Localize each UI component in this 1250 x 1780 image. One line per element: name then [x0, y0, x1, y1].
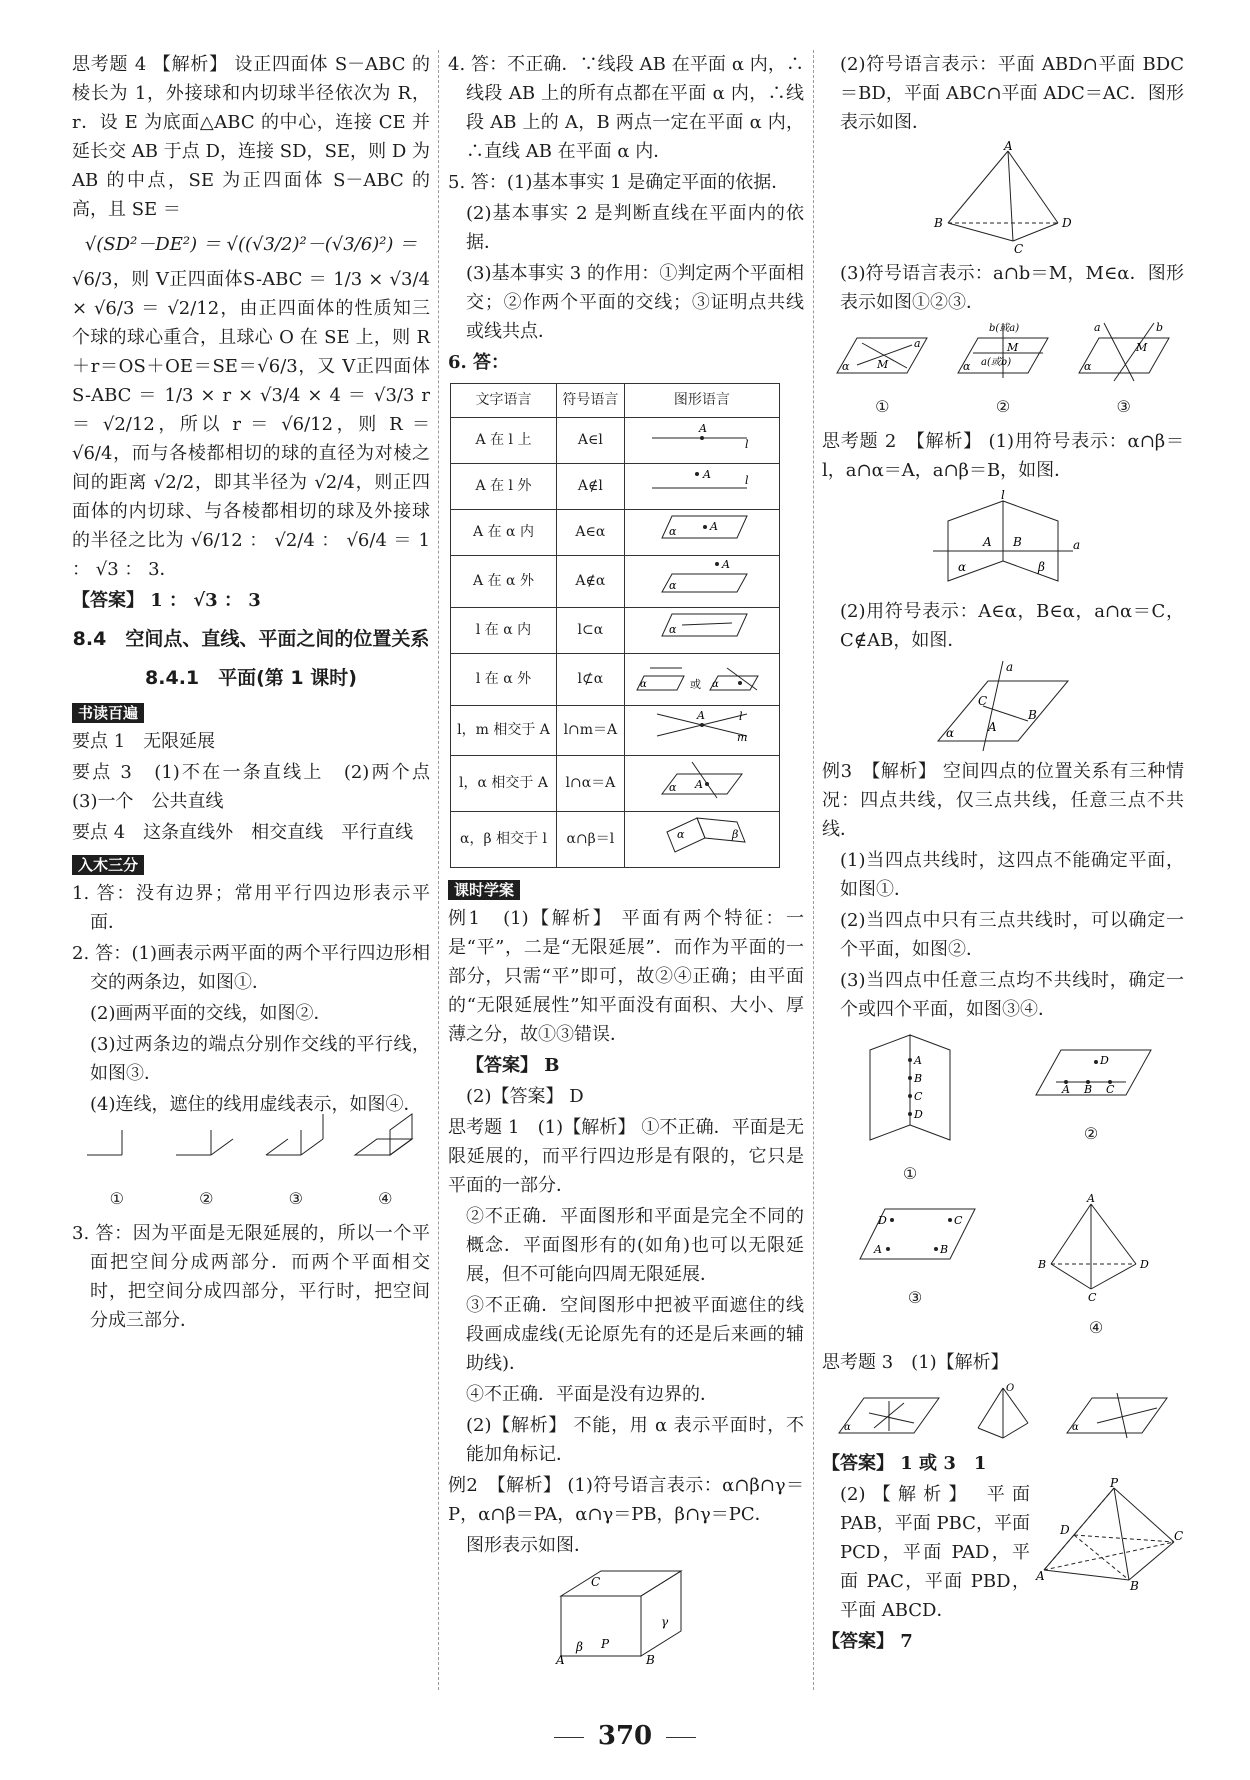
think-1d: ④不正确．平面是没有边界的． [466, 1384, 718, 1405]
tag-deep: 入木三分 [72, 855, 144, 875]
svg-text:α: α [711, 679, 719, 690]
svg-text:m: m [736, 731, 748, 744]
table-cell: l∩α＝A [557, 756, 625, 812]
svg-text:B: B [914, 1072, 923, 1085]
two-lines-meet-above-plane-diagram [1074, 323, 1174, 383]
keypoint-3: 要点 3 (1)不在一条直线上 (2)两个点 (3)一个 公共直线 [72, 762, 448, 812]
table-cell: l∩m＝A [557, 706, 625, 756]
svg-text:l: l [738, 710, 743, 723]
think-3-answer: 【答案】 1 或 3 1 [822, 1453, 987, 1474]
table-cell: l 在 α 外 [451, 654, 557, 706]
line-piercing-plane-diagram [928, 661, 1078, 751]
coplanar-points-diagram [850, 1194, 980, 1274]
figure-caption: ③ [1116, 397, 1131, 416]
svg-text:α: α [639, 679, 647, 690]
svg-text:M: M [877, 358, 889, 371]
table-figure [624, 418, 779, 464]
svg-text:B: B [1028, 708, 1037, 722]
svg-text:A: A [914, 1054, 922, 1067]
table-cell: A∈l [557, 418, 625, 464]
svg-text:α: α [668, 579, 677, 592]
fig-a [832, 323, 932, 421]
answer-5c: (3)基本事实 3 的作用：①判定两个平面相交；②作两个平面的交线；③证明点共线或线共点． [466, 263, 804, 342]
svg-text:A: A [702, 468, 711, 481]
fig-three-collinear [1026, 1030, 1156, 1188]
table-cell: A∉l [557, 464, 625, 510]
answer-3: 3. 答：因为平面是无限延展的，所以一个平面把空间分成两部分．而两个平面相交时，把空间分成四部分，平行时，把空间分成三部分． [72, 1223, 430, 1331]
svg-text:A: A [698, 422, 707, 435]
table-cell: A 在 l 外 [451, 464, 557, 510]
svg-text:l: l [744, 474, 749, 487]
table-cell: l⊄α [557, 654, 625, 706]
svg-text:B: B [1130, 1579, 1139, 1593]
table-cell: α，β 相交于 l [451, 812, 557, 868]
answer-5b: (2)基本事实 2 是判断直线在平面内的依据． [466, 203, 804, 253]
subsection-title: 8.4.1 平面(第 1 课时) [145, 667, 357, 689]
answer-5: 5. 答：(1)基本事实 1 是确定平面的依据． [448, 172, 790, 193]
fig-b [953, 323, 1053, 421]
keypoint-1: 要点 1 无限延展 [72, 731, 216, 752]
svg-text:A: A [988, 720, 997, 734]
table-figure [624, 756, 779, 812]
example-2-part-3: (3)符号语言表示：a∩b＝M，M∈α．图形表示如图①②③． [840, 263, 1184, 313]
step-3-diagram [261, 1125, 331, 1175]
svg-text:D: D [1062, 216, 1072, 230]
svg-text:C: C [978, 694, 988, 708]
svg-text:M: M [1006, 341, 1019, 354]
svg-text:B: B [1013, 535, 1022, 549]
column-2 [448, 50, 804, 1672]
svg-text:a: a [914, 337, 921, 350]
svg-text:b: b [1155, 321, 1163, 334]
svg-text:a: a [1093, 321, 1101, 334]
example-2: 例2 【解析】 (1)符号语言表示：α∩β∩γ＝P，α∩β＝PA，α∩γ＝PB，β∩γ＝PC． [448, 1475, 804, 1525]
example-1-answer: 【答案】 B [466, 1055, 560, 1076]
svg-text:A: A [983, 535, 992, 549]
table-row [451, 464, 780, 510]
fig-four-collinear [850, 1030, 970, 1188]
line-crossing-plane-diagram [953, 323, 1053, 383]
table-cell: l⊂α [557, 608, 625, 654]
svg-text:A: A [721, 558, 730, 571]
notation-table [450, 383, 780, 868]
figure-caption: ② [199, 1189, 214, 1208]
svg-text:P: P [1110, 1476, 1119, 1490]
column-divider [813, 50, 814, 1690]
svg-text:α: α [676, 828, 685, 841]
fig-c [1074, 323, 1174, 421]
think-1: 思考题 1 (1)【解析】 ①不正确．平面是无限延展的，而平行四边形是有限的，它只是平面的一部分． [448, 1117, 804, 1196]
step-1-diagram [82, 1125, 152, 1175]
example-3: 例3 【解析】 空间四点的位置关系有三种情况：四点共线，仅三点共线，任意三点不共线． [822, 761, 1184, 840]
table-header: 文字语言 [451, 384, 557, 418]
lines-in-plane-diagram [832, 323, 932, 383]
figure-step-2 [171, 1125, 241, 1213]
table-cell: l，α 相交于 A [451, 756, 557, 812]
svg-text:a: a [1073, 538, 1081, 552]
svg-text:α: α [1072, 1422, 1079, 1433]
pyramid-lines-diagram [968, 1383, 1038, 1443]
table-row [451, 418, 780, 464]
svg-text:α: α [844, 1422, 851, 1433]
figure-caption: ① [902, 1164, 918, 1183]
tetrahedron-abcd-diagram [928, 139, 1078, 256]
svg-text:D: D [1060, 1523, 1070, 1537]
think-3-part-2: (2)【解析】 平面 PAB，平面 PBC，平面 PCD，平面 PAD，平面 PAC，平面 PBD，平面 ABCD． [840, 1484, 1030, 1621]
table-figure [624, 510, 779, 556]
page-number: 370 [0, 1722, 1250, 1751]
svg-text:l: l [1001, 488, 1005, 502]
svg-text:α: α [962, 360, 971, 373]
figure-caption: ④ [378, 1189, 393, 1208]
svg-text:A: A [1087, 1192, 1095, 1205]
svg-text:α: α [1083, 360, 1092, 373]
think-2b: (2)用符号表示：A∈α，B∈α，a∩α＝C，C∉AB，如图． [840, 601, 1184, 651]
svg-text:C: C [1106, 1083, 1115, 1096]
svg-text:A: A [1004, 139, 1013, 153]
table-row [451, 608, 780, 654]
tag-lesson: 课时学案 [448, 880, 520, 900]
answer-4: 4. 答：不正确．∵线段 AB 在平面 α 内，∴线段 AB 上的所有点都在平面 α 内，∴线段 AB 上的 A，B 两点一定在平面 α 内，∴直线 AB 在平面 α 内． [448, 54, 804, 162]
svg-text:C: C [1014, 242, 1024, 256]
svg-text:A: A [556, 1653, 565, 1667]
svg-text:α: α [958, 560, 967, 574]
line-through-two-planes-diagram [928, 488, 1081, 591]
svg-text:C: C [591, 1575, 601, 1589]
svg-text:O: O [1006, 1383, 1015, 1394]
keypoint-4: 要点 4 这条直线外 相交直线 平行直线 [72, 822, 414, 843]
formula-se: √(SD²－DE²) ＝ √((√3/2)²－(√3/6)²) ＝ [84, 234, 418, 255]
column-divider [438, 50, 439, 1690]
tag-reading: 书读百遍 [72, 703, 144, 723]
think-3-part-2-block [822, 1476, 1184, 1625]
svg-text:A: A [709, 520, 718, 533]
example-1-part-2: (2)【答案】 D [466, 1086, 584, 1107]
svg-text:D: D [878, 1214, 887, 1227]
figure-caption: ④ [1088, 1318, 1104, 1337]
svg-text:α: α [668, 781, 677, 794]
svg-text:l: l [744, 438, 749, 451]
svg-text:α: α [842, 360, 850, 373]
table-cell: α∩β＝l [557, 812, 625, 868]
answer-6: 6. 答： [448, 352, 510, 373]
svg-text:a(或b): a(或b) [980, 357, 1012, 368]
example-2-part-2: (2)符号语言表示：平面 ABD∩平面 BDC＝BD，平面 ABC∩平面 ADC＝AC．图形表示如图． [840, 54, 1184, 133]
figure-step-4 [350, 1125, 420, 1213]
think-4-solution-cont: √6/3，则 V正四面体S-ABC ＝ 1/3 × √3/4 × √6/3 ＝ √2/12，由正四面体的性质知三个球的球心重合，且球心 O 在 SE 上，则 R＋r＝OS＋OE＝SE＝√6/3，又 V正四面体S-ABC ＝ 1/3 × r × √3/4 × 4 ＝ √3/3 r ＝ √2/12，所以 r ＝ √6/12，则 R ＝ √6/4，而与各棱都相切的球的直径为对棱之间的距离 √2/2，即其半径为 √2/4，则正四面体的内切球、与各棱都相切的球及外接球的半径之比为 √6/12 ： √2/4 ： √6/4 ＝ 1 ： √3 ： 3． [72, 269, 430, 580]
think-1c: ③不正确．空间图形中把被平面遮住的线段画成虚线(无论原先有的还是后来画的辅助线)． [466, 1295, 804, 1374]
line-through-plane-diagram [1062, 1383, 1172, 1443]
svg-text:γ: γ [661, 1615, 669, 1629]
table-figure [624, 812, 779, 868]
svg-text:M: M [1135, 341, 1147, 354]
section-title: 8.4 空间点、直线、平面之间的位置关系 [72, 628, 430, 650]
table-header-row [451, 384, 780, 418]
table-cell: A 在 α 外 [451, 556, 557, 608]
svg-text:B: B [646, 1653, 655, 1667]
svg-text:C: C [954, 1214, 963, 1227]
step-4-diagram [350, 1125, 420, 1175]
svg-text:a: a [1006, 660, 1014, 674]
svg-text:D: D [914, 1108, 923, 1121]
table-row [451, 706, 780, 756]
collinear-points-diagram [850, 1030, 970, 1150]
table-cell: A∈α [557, 510, 625, 556]
svg-text:B: B [1084, 1083, 1093, 1096]
svg-text:α: α [668, 623, 677, 636]
svg-text:α: α [946, 726, 955, 740]
svg-text:P: P [601, 1637, 610, 1651]
table-header: 符号语言 [557, 384, 625, 418]
plane-drawing-figures [72, 1125, 430, 1213]
answer-2: 2. 答：(1)画表示两平面的两个平行四边形相交的两条边，如图①． [72, 943, 430, 993]
fig-coplanar-four [850, 1194, 980, 1342]
table-figure [624, 706, 779, 756]
or-text: 或 [689, 678, 701, 691]
svg-text:C: C [1088, 1291, 1097, 1304]
svg-text:α: α [668, 525, 677, 538]
think-3-figures [822, 1383, 1184, 1443]
three-collinear-diagram [1026, 1030, 1156, 1110]
table-figure [624, 654, 779, 706]
figure-step-3 [261, 1125, 331, 1213]
svg-text:C: C [1174, 1529, 1184, 1543]
svg-text:D: D [1100, 1054, 1109, 1067]
svg-text:B: B [934, 216, 943, 230]
example-2-figure-note: 图形表示如图． [466, 1535, 592, 1556]
think-4-answer: 【答案】 1 ： √3 ： 3 [72, 590, 261, 611]
think-1e: (2)【解析】 不能，用 α 表示平面时，不能加角标记． [466, 1415, 804, 1465]
column-1 [72, 50, 448, 1337]
think-2: 思考题 2 【解析】 (1)用符号表示：α∩β＝l，a∩α＝A，a∩β＝B，如图． [822, 431, 1184, 481]
table-row [451, 756, 780, 812]
svg-text:β: β [1038, 560, 1045, 574]
step-2-diagram [171, 1125, 241, 1175]
svg-text:C: C [914, 1090, 923, 1103]
pyramid-pabcd-diagram [1034, 1476, 1184, 1593]
example-3c: (3)当四点中任意三点均不共线时，确定一个或四个平面，如图③④． [840, 970, 1184, 1020]
svg-text:A: A [1062, 1083, 1070, 1096]
svg-text:A: A [696, 709, 705, 722]
example-1: 例1 (1)【解析】 平面有两个特征：一是“平”，二是“无限延展”．而作为平面的一部分，只需“平”即可，故②④正确；由平面的“无限延展性”知平面没有面积、大小、厚薄之分，故①③错误． [448, 908, 804, 1045]
answer-2d: (4)连线，遮住的线用虚线表示，如图④． [90, 1094, 422, 1115]
think-4-solution: 思考题 4 【解析】 设正四面体 S－ABC 的棱长为 1，外接球和内切球半径依次为 R，r．设 E 为底面△ABC 的中心，连接 CE 并延长交 AB 于点 D，连接 SD，SE，则 D 为 AB 的中点，SE 为正四面体 S－ABC 的高，且 SE ＝ [72, 54, 430, 220]
figure-caption: ② [995, 397, 1011, 416]
table-row [451, 556, 780, 608]
fig-tetrahedron [1036, 1194, 1156, 1342]
four-points-figures-top [822, 1030, 1184, 1188]
table-row [451, 812, 780, 868]
think-3: 思考题 3 (1)【解析】 [822, 1352, 1009, 1373]
figure-step-1 [82, 1125, 152, 1213]
answer-2b: (2)画两平面的交线，如图②． [90, 1003, 332, 1024]
table-cell: A∉α [557, 556, 625, 608]
think-1b: ②不正确．平面图形和平面是完全不同的概念．平面图形有的(如角)也可以无限延展，但不可能向四周无限延展． [466, 1206, 804, 1285]
table-row [451, 654, 780, 706]
answer-2c: (3)过两条边的端点分别作交线的平行线，如图③． [90, 1034, 430, 1084]
figure-caption: ① [875, 397, 890, 416]
svg-text:D: D [1140, 1258, 1149, 1271]
example-3a: (1)当四点共线时，这四点不能确定平面，如图①． [840, 850, 1184, 900]
svg-text:b(或a): b(或a) [988, 323, 1020, 334]
tetrahedron-points-diagram [1036, 1194, 1156, 1304]
table-figure [624, 556, 779, 608]
figure-caption: ② [1083, 1124, 1099, 1143]
table-figure [624, 608, 779, 654]
svg-text:β: β [731, 828, 739, 841]
table-header: 图形语言 [624, 384, 779, 418]
intersecting-lines-figures [822, 323, 1184, 421]
svg-text:B: B [1038, 1258, 1047, 1271]
table-cell: l，m 相交于 A [451, 706, 557, 756]
table-cell: A 在 l 上 [451, 418, 557, 464]
three-lines-in-plane-diagram [834, 1383, 944, 1443]
three-planes-diagram [551, 1566, 701, 1666]
figure-caption: ③ [288, 1189, 303, 1208]
svg-text:A: A [1036, 1569, 1045, 1583]
table-figure [624, 464, 779, 510]
svg-text:B: B [940, 1243, 949, 1256]
svg-text:A: A [694, 778, 703, 791]
table-row [451, 510, 780, 556]
answer-1: 1. 答：没有边界；常用平行四边形表示平面． [72, 883, 430, 933]
table-cell: A 在 α 内 [451, 510, 557, 556]
figure-caption: ① [109, 1189, 124, 1208]
column-3 [822, 50, 1184, 1658]
table-cell: l 在 α 内 [451, 608, 557, 654]
svg-text:β: β [576, 1640, 583, 1654]
svg-text:A: A [874, 1243, 882, 1256]
think-3-answer-2: 【答案】 7 [822, 1631, 913, 1652]
figure-caption: ③ [907, 1288, 923, 1307]
example-3b: (2)当四点中只有三点共线时，可以确定一个平面，如图②． [840, 910, 1184, 960]
four-points-figures-bottom [822, 1194, 1184, 1342]
